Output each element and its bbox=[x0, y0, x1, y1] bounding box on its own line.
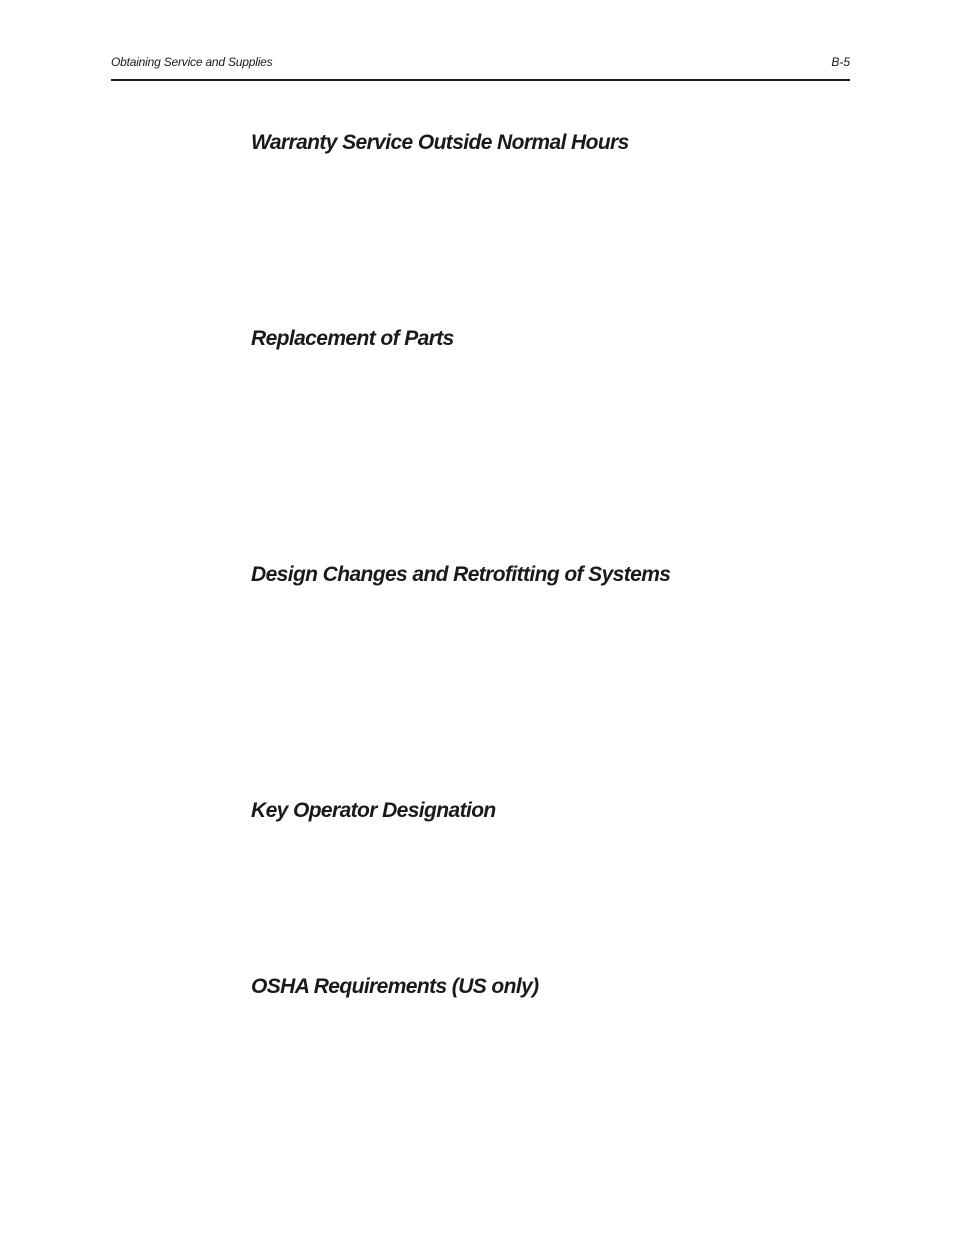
heading-design-changes: Design Changes and Retrofitting of Systems bbox=[251, 563, 671, 586]
heading-replacement-of-parts: Replacement of Parts bbox=[251, 327, 454, 350]
header-rule bbox=[111, 79, 850, 81]
running-header-section-title: Obtaining Service and Supplies bbox=[111, 55, 273, 69]
heading-key-operator: Key Operator Designation bbox=[251, 799, 496, 822]
page-number: B-5 bbox=[831, 55, 850, 69]
heading-osha-requirements: OSHA Requirements (US only) bbox=[251, 975, 539, 998]
heading-warranty-service: Warranty Service Outside Normal Hours bbox=[251, 131, 629, 154]
running-header bbox=[111, 55, 850, 73]
